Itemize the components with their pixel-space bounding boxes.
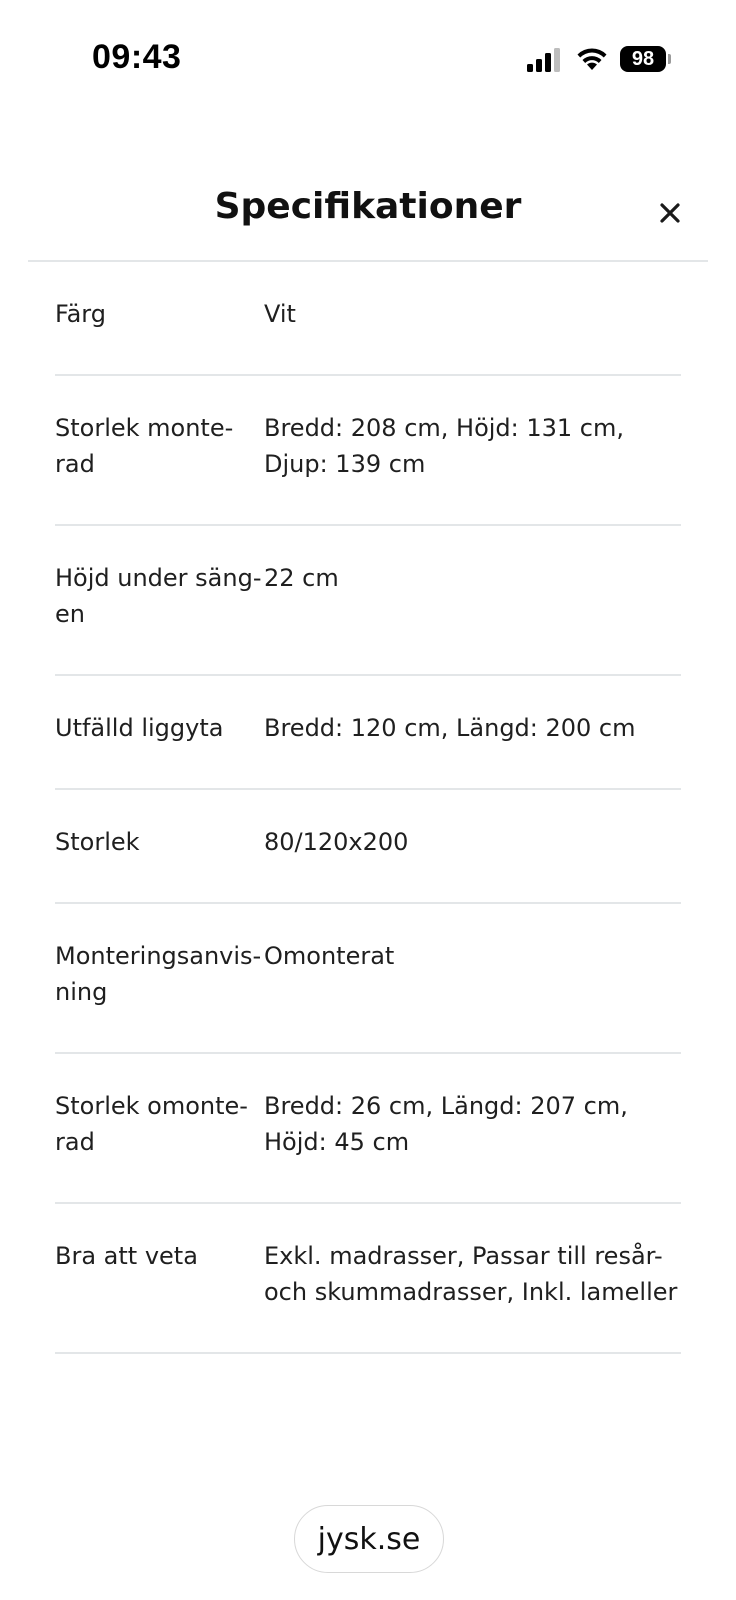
- spec-value: Bredd: 26 cm, Längd: 207 cm, Höjd: 45 cm: [264, 1092, 628, 1156]
- battery-level: 98: [620, 46, 666, 72]
- spec-row: [55, 904, 681, 1054]
- spec-value: 22 cm: [264, 564, 339, 592]
- spec-row: [55, 790, 681, 904]
- battery-tip: [668, 54, 671, 64]
- spec-value: Omonterat: [264, 942, 395, 970]
- spec-value: Exkl. madrasser, Passar till resår- och skummadrasser, Inkl. lameller: [264, 1242, 678, 1306]
- spec-value: 80/120x200: [264, 828, 409, 856]
- spec-value: Bredd: 120 cm, Längd: 200 cm: [264, 714, 636, 742]
- wifi-icon: [575, 44, 609, 72]
- status-time: 09:43: [92, 38, 182, 76]
- spec-row: [55, 376, 681, 526]
- status-bar: [0, 0, 736, 120]
- close-icon: [659, 202, 681, 224]
- spec-label: Utfälld liggyta: [55, 714, 224, 742]
- sheet-header: [28, 160, 708, 262]
- sheet-title: Specifikationer: [214, 186, 522, 227]
- signal-icon: [527, 48, 563, 72]
- close-button[interactable]: [650, 193, 690, 233]
- spec-label: Höjd under säng- en: [55, 564, 262, 628]
- spec-label: Storlek omonte- rad: [55, 1092, 248, 1156]
- spec-row: [55, 526, 681, 676]
- spec-value: Bredd: 208 cm, Höjd: 131 cm, Djup: 139 cm: [264, 414, 625, 478]
- spec-label: Storlek: [55, 828, 140, 856]
- spec-label: Monteringsanvis- ning: [55, 942, 262, 1006]
- spec-label: Färg: [55, 300, 106, 328]
- spec-label: Storlek monte- rad: [55, 414, 234, 478]
- spec-list: [55, 262, 681, 1354]
- spec-row: [55, 1204, 681, 1354]
- spec-row: [55, 1054, 681, 1204]
- url-pill[interactable]: jysk.se: [294, 1505, 444, 1573]
- spec-value: Vit: [264, 300, 296, 328]
- spec-row: [55, 676, 681, 790]
- spec-label: Bra att veta: [55, 1242, 198, 1270]
- battery-icon: [620, 46, 668, 72]
- spec-row: [55, 262, 681, 376]
